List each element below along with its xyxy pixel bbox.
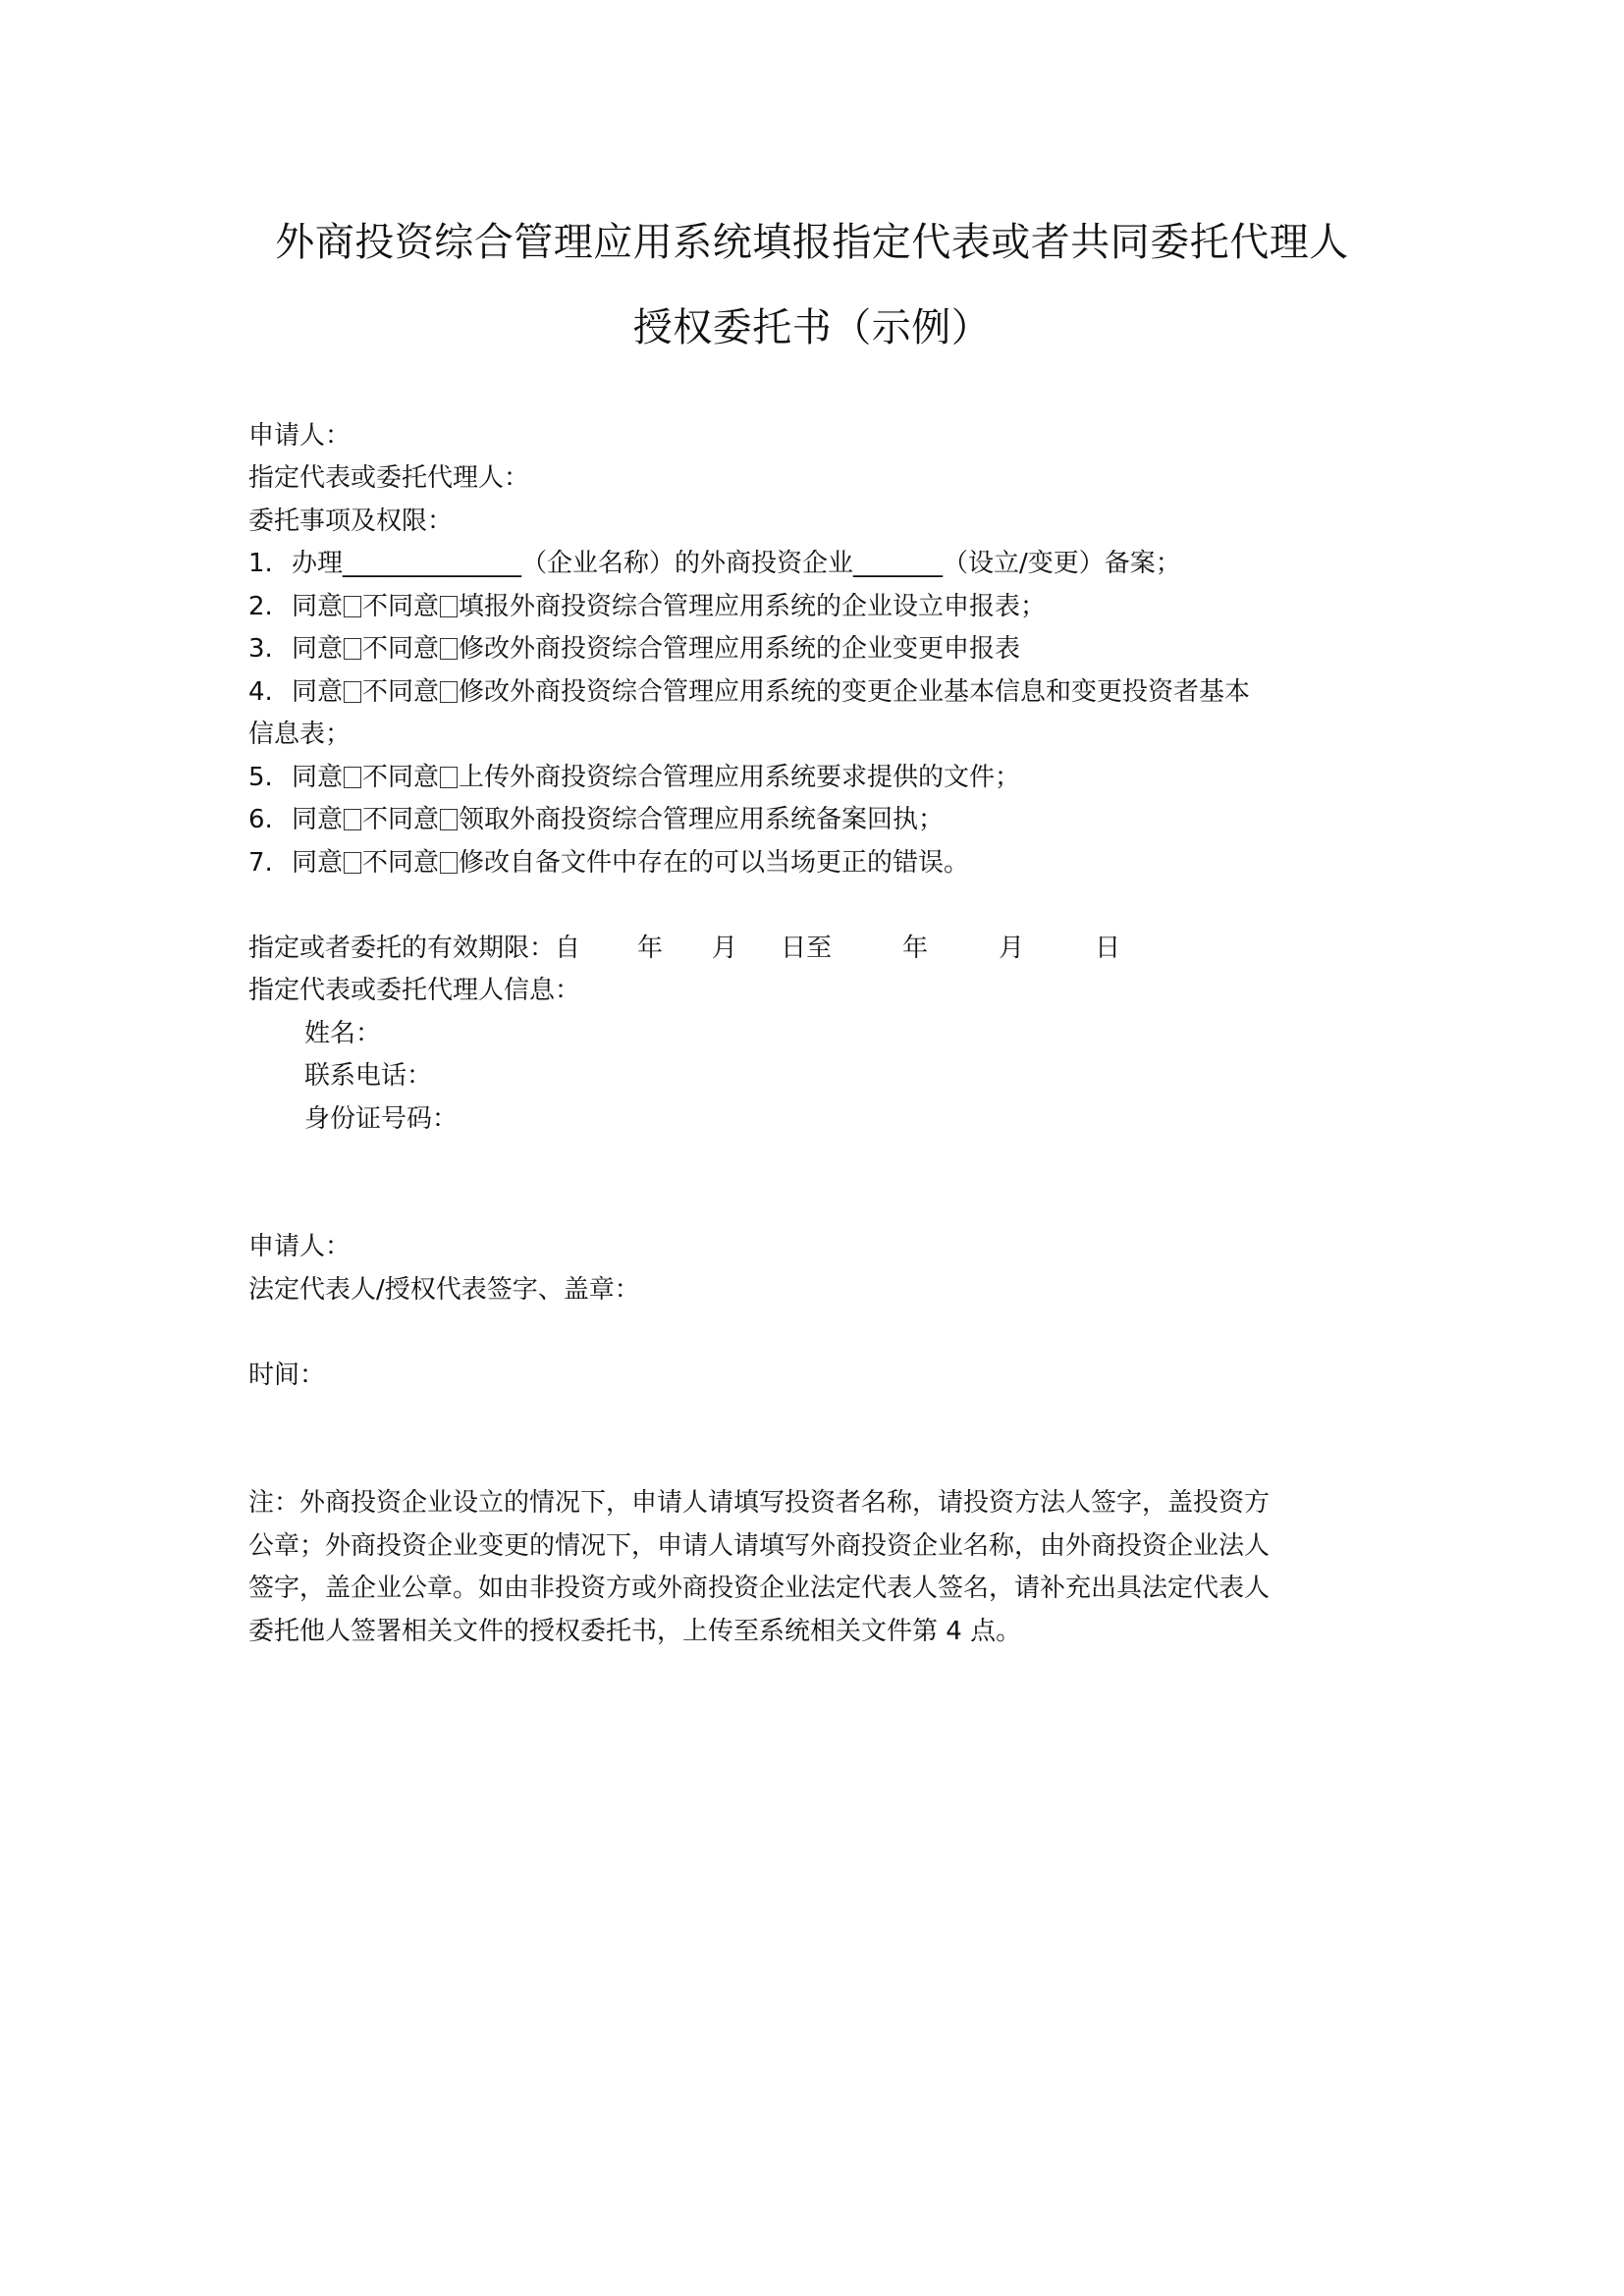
list-item-1	[248, 547, 1181, 580]
disagree-checkbox[interactable]	[440, 638, 458, 660]
agree-checkbox[interactable]	[344, 809, 361, 830]
validity-month: 月	[712, 934, 738, 963]
item-text: 修改自备文件中存在的可以当场更正的错误。	[459, 848, 970, 878]
item-number: 1.	[248, 549, 273, 578]
representative-label: 指定代表或委托代理人：	[248, 463, 530, 493]
agree-checkbox[interactable]	[344, 638, 361, 660]
validity-day-to: 日至	[781, 934, 833, 963]
disagree-checkbox[interactable]	[440, 852, 458, 874]
item-text: 填报外商投资综合管理应用系统的企业设立申报表；	[459, 592, 1047, 621]
item-text: 办理______________（企业名称）的外商投资企业_______（设立/变更）备案；	[292, 549, 1181, 578]
validity-period	[248, 932, 1120, 965]
rep-phone-field: 联系电话：	[304, 1061, 433, 1091]
disagree-label: 不同意	[362, 677, 440, 707]
list-item-2	[248, 590, 1046, 623]
agree-checkbox[interactable]	[344, 852, 361, 874]
disagree-checkbox[interactable]	[440, 767, 458, 788]
agree-label: 同意	[292, 848, 344, 878]
item-number: 4.	[248, 677, 273, 707]
agree-label: 同意	[292, 805, 344, 834]
item-number: 7.	[248, 848, 273, 878]
agree-checkbox[interactable]	[344, 681, 361, 703]
rep-name-field: 姓名：	[304, 1019, 382, 1048]
item-text: 修改外商投资综合管理应用系统的变更企业基本信息和变更投资者基本	[459, 677, 1251, 707]
disagree-label: 不同意	[362, 634, 440, 664]
validity-year: 年	[637, 934, 664, 963]
item-text: 修改外商投资综合管理应用系统的企业变更申报表	[459, 634, 1021, 664]
agree-checkbox[interactable]	[344, 767, 361, 788]
item-number: 5.	[248, 763, 273, 792]
item-text: 上传外商投资综合管理应用系统要求提供的文件；	[459, 763, 1021, 792]
list-item-3	[248, 632, 1020, 666]
disagree-label: 不同意	[362, 763, 440, 792]
title-line-2: 授权委托书（示例）	[632, 305, 992, 350]
item-number: 6.	[248, 805, 273, 834]
disagree-label: 不同意	[362, 848, 440, 878]
title-line-1: 外商投资综合管理应用系统填报指定代表或者共同委托代理人	[275, 220, 1349, 265]
note-line-4: 委托他人签署相关文件的授权委托书，上传至系统相关文件第 4 点。	[248, 1617, 1022, 1646]
agree-label: 同意	[292, 592, 344, 621]
rep-id-field: 身份证号码：	[304, 1104, 459, 1134]
agree-label: 同意	[292, 677, 344, 707]
disagree-checkbox[interactable]	[440, 596, 458, 617]
signature-time: 时间：	[248, 1361, 326, 1390]
validity-month-2: 月	[999, 934, 1025, 963]
validity-from: 自	[555, 934, 581, 963]
list-item-6	[248, 803, 944, 836]
note-line-1: 注：外商投资企业设立的情况下，申请人请填写投资者名称，请投资方法人签字，盖投资方	[248, 1488, 1271, 1518]
note-line-2: 公章；外商投资企业变更的情况下，申请人请填写外商投资企业名称，由外商投资企业法人	[248, 1531, 1271, 1561]
validity-day-2: 日	[1095, 934, 1121, 963]
note-line-3: 签字，盖企业公章。如由非投资方或外商投资企业法定代表人签名，请补充出具法定代表人	[248, 1574, 1271, 1603]
signature-legal-rep: 法定代表人/授权代表签字、盖章：	[248, 1275, 640, 1305]
item-number: 3.	[248, 634, 273, 664]
signature-applicant: 申请人：	[248, 1232, 352, 1261]
list-item-4	[248, 675, 1250, 709]
agree-checkbox[interactable]	[344, 596, 361, 617]
agree-label: 同意	[292, 634, 344, 664]
disagree-checkbox[interactable]	[440, 681, 458, 703]
rep-info-label: 指定代表或委托代理人信息：	[248, 976, 581, 1005]
disagree-label: 不同意	[362, 805, 440, 834]
validity-year-2: 年	[902, 934, 929, 963]
matters-label: 委托事项及权限：	[248, 507, 454, 536]
applicant-label: 申请人：	[248, 421, 352, 451]
disagree-checkbox[interactable]	[440, 809, 458, 830]
list-item-5	[248, 761, 1020, 794]
list-item-4-continuation: 信息表；	[248, 720, 352, 749]
agree-label: 同意	[292, 763, 344, 792]
disagree-label: 不同意	[362, 592, 440, 621]
list-item-7	[248, 846, 969, 880]
item-text: 领取外商投资综合管理应用系统备案回执；	[459, 805, 945, 834]
validity-label: 指定或者委托的有效期限：	[248, 934, 556, 963]
item-number: 2.	[248, 592, 273, 621]
